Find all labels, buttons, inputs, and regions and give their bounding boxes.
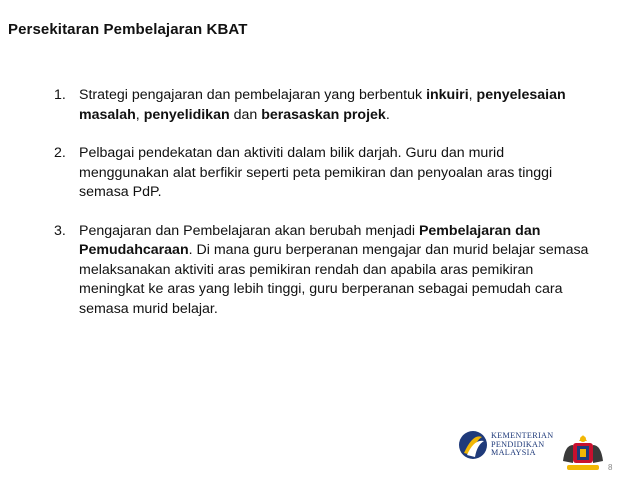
- kpm-logo: [458, 426, 554, 464]
- item-number: 1.: [54, 87, 66, 103]
- kpm-logo-icon: [458, 429, 488, 461]
- list-item: [54, 86, 594, 125]
- kpm-logo-text: KEMENTERIAN PENDIDIKAN MALAYSIA: [491, 431, 554, 458]
- item-text: Pelbagai pendekatan dan aktiviti dalam bilik darjah. Guru dan murid menggunakan alat berfikir seperti peta pemikiran dan penyoalan aras tinggi semasa PdP.: [79, 145, 553, 200]
- list-item: [54, 222, 594, 320]
- slide-title: Persekitaran Pembelajaran KBAT: [8, 21, 248, 38]
- point-list: [54, 86, 594, 338]
- item-number: 3.: [54, 222, 66, 239]
- page-number: 8: [608, 463, 613, 472]
- list-item: [54, 144, 594, 203]
- item-text: Pengajaran dan Pembelajaran akan berubah menjadi Pembelajaran dan Pemudahcaraan. Di mana guru berperanan mengajar dan murid belajar semasa melaksanakan aktiviti aras pemikiran rendah dan apabila aras pemikiran meningkat ke aras yang lebih tinggi, guru berperanan sebagai pemudah cara semasa murid belajar.: [79, 222, 589, 317]
- item-text: Strategi pengajaran dan pembelajaran yang berbentuk inkuiri, penyelesaian masalah, penyelidikan dan berasaskan projek.: [79, 87, 566, 123]
- coat-of-arms-icon: [559, 433, 607, 473]
- item-number: 2.: [54, 145, 66, 161]
